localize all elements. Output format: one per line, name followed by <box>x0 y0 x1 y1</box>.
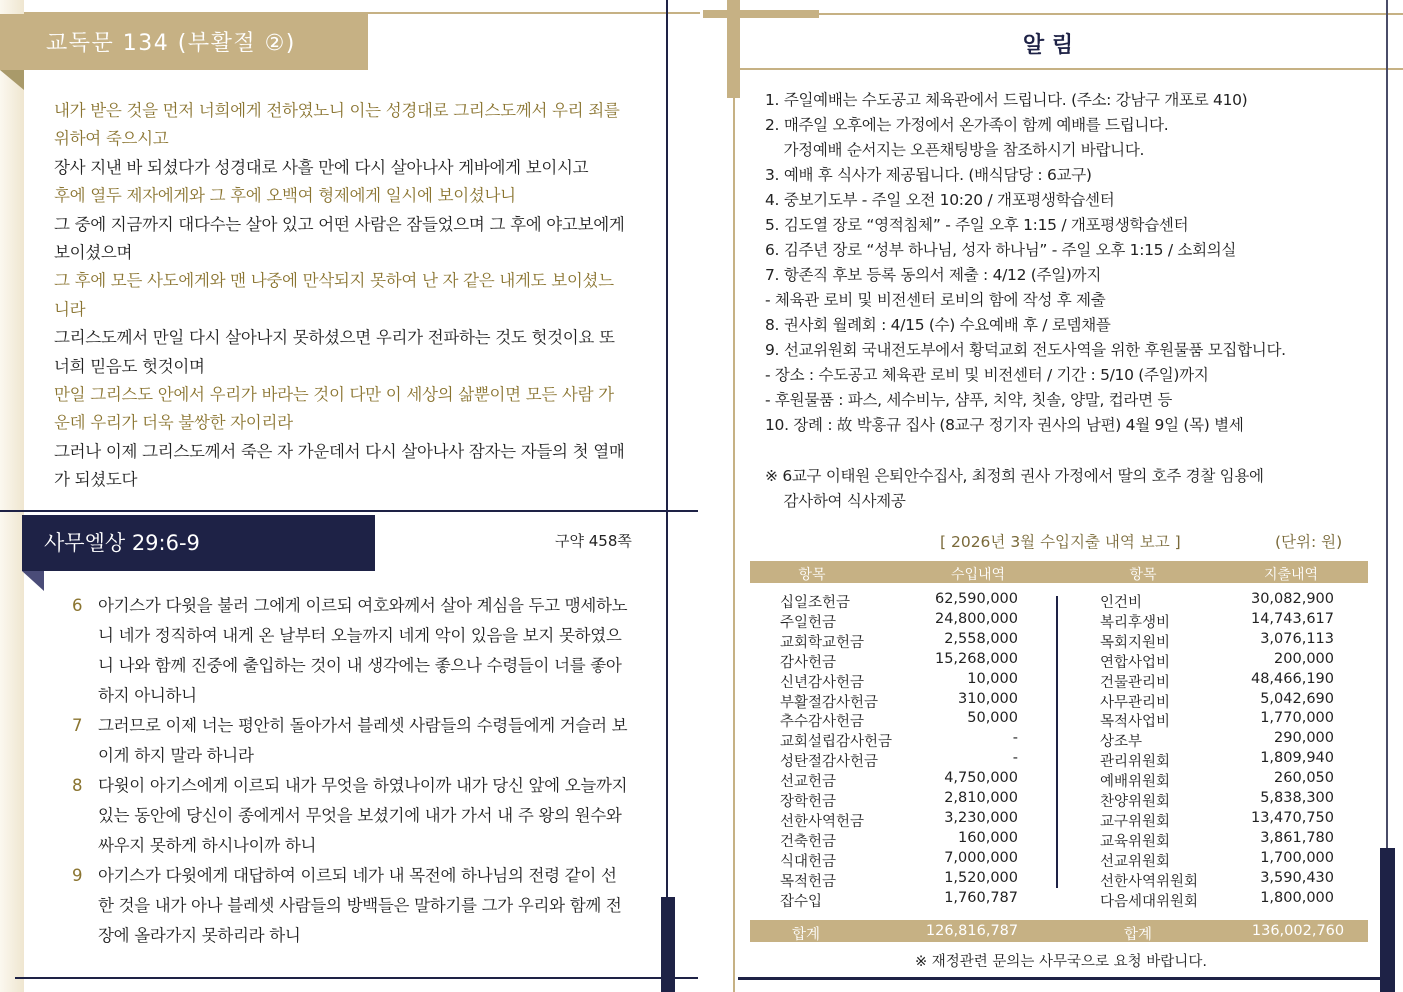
expense-amount: 48,466,190 <box>1250 670 1334 687</box>
verse-line <box>72 892 622 916</box>
expense-item: 사무관리비 <box>1100 694 1171 711</box>
income-amount: 2,558,000 <box>944 630 1018 647</box>
notice-item: - 체육관 로비 및 비전센터 로비의 함에 작성 후 제출 <box>765 291 1106 309</box>
title-bottom-rule <box>740 68 1403 70</box>
verse-line <box>72 742 254 766</box>
income-amount: 3,230,000 <box>944 809 1018 826</box>
income-item: 십일조헌금 <box>780 595 851 611</box>
expense-amount: 5,042,690 <box>1260 690 1334 707</box>
verse-line <box>72 622 622 646</box>
verse-line <box>72 772 627 796</box>
expense-amount: 3,590,430 <box>1260 869 1334 886</box>
congregation-line: 그 중에 지금까지 대다수는 살아 있고 어떤 사람은 잠들었으며 그 후에 야고보에게 <box>54 214 625 234</box>
income-amount: 62,590,000 <box>934 591 1018 607</box>
leader-line: 후에 열두 제자에게와 그 후에 오백여 형제에게 일시에 보이셨나니 <box>54 186 516 206</box>
expense-amount: 260,050 <box>1274 770 1334 787</box>
verse-text: 그러므로 이제 너는 평안히 돌아가서 블레셋 사람들의 수령들에게 거슬러 보 <box>98 716 628 735</box>
leader-line: 내가 받은 것을 먼저 너희에게 전하였노니 이는 성경대로 그리스도께서 우리 죄를 <box>54 101 620 120</box>
right-right-rule <box>1386 0 1388 992</box>
notice-item: 5. 김도열 장로 “영적침체” - 주일 오후 1:15 / 개포평생학습센터 <box>765 216 1189 234</box>
scripture-page: 구약 458쪽 <box>555 532 632 550</box>
table-row <box>750 671 1368 691</box>
left-corner-block <box>661 897 675 992</box>
verse-line <box>72 652 622 676</box>
income-item: 감사헌금 <box>780 654 837 671</box>
expense-item: 찬양위원회 <box>1100 794 1171 810</box>
left-right-rule <box>666 0 668 992</box>
expense-amount: 1,800,000 <box>1260 889 1334 906</box>
congregation-line: 보이셨으며 <box>54 243 133 262</box>
income-amount: 10,000 <box>967 670 1018 687</box>
income-item: 식대헌금 <box>780 853 837 870</box>
header-item: 항목 <box>1129 567 1157 583</box>
income-item: 추수감사헌금 <box>780 714 865 731</box>
income-item: 교회설립감사헌금 <box>780 734 893 751</box>
expense-amount: 1,770,000 <box>1260 710 1334 727</box>
expense-item: 목적사업비 <box>1100 714 1171 731</box>
header-fold <box>0 70 24 90</box>
table-row <box>750 890 1368 910</box>
notice-item: 4. 중보기도부 - 주일 오전 10:20 / 개포평생학습센터 <box>765 191 1115 209</box>
verse-text: 있는 동안에 당신이 종에게서 무엇을 보셨기에 내가 가서 내 주 왕의 원수와 <box>98 806 622 825</box>
verse-number: 8 <box>72 776 83 795</box>
notice-item: - 후원물품 : 파스, 세수비누, 샴푸, 치약, 칫솔, 양말, 컵라면 등 <box>765 391 1173 409</box>
table-row <box>750 790 1368 810</box>
right-corner-block <box>1380 848 1395 992</box>
expense-item: 연합사업비 <box>1100 654 1171 671</box>
expense-amount: 3,076,113 <box>1260 630 1334 647</box>
income-item: 부활절감사헌금 <box>780 694 879 711</box>
table-row <box>750 770 1368 790</box>
verse-line <box>72 682 197 706</box>
table-row <box>750 591 1368 611</box>
income-item: 건축헌금 <box>780 833 837 850</box>
congregation-line: 그러나 이제 그리스도께서 죽은 자 가운데서 다시 살아나사 잠자는 자들의 첫 열매 <box>54 441 625 461</box>
verse-line <box>72 862 617 886</box>
expense-amount: 1,809,940 <box>1260 750 1334 767</box>
notice-item: - 장소 : 수도공고 체육관 로비 및 비전센터 / 기간 : 5/10 (주일)까지 <box>765 366 1209 384</box>
table-row <box>750 730 1368 750</box>
verse-text: 다윗이 아기스에게 이르되 내가 무엇을 하였나이까 내가 당신 앞에 오늘까지 <box>98 776 628 795</box>
header-expense: 지출내역 <box>1263 567 1319 583</box>
verse-number: 6 <box>72 596 83 615</box>
verse-text: 장에 올라가지 못하리라 하니 <box>98 926 301 945</box>
expense-item: 다음세대위원회 <box>1100 893 1199 910</box>
report-unit: (단위: 원) <box>1275 533 1343 551</box>
expense-item: 교육위원회 <box>1100 833 1171 850</box>
expense-item: 선한사역위원회 <box>1100 873 1199 890</box>
verse-line <box>72 712 627 736</box>
income-amount: - <box>1012 750 1018 767</box>
expense-item: 관리위원회 <box>1100 754 1171 771</box>
income-item: 성탄절감사헌금 <box>780 754 879 771</box>
expense-amount: 13,470,750 <box>1250 809 1334 826</box>
special-note-line: 감사하여 식사제공 <box>765 492 906 510</box>
expense-item: 교구위원회 <box>1100 813 1171 830</box>
expense-amount: 3,861,780 <box>1260 829 1334 846</box>
income-item: 장학헌금 <box>780 794 837 810</box>
leader-line: 만일 그리스도 안에서 우리가 바라는 것이 다만 이 세상의 삶뿐이면 모든 사람 가 <box>54 385 614 404</box>
special-note-line: ※ 6교구 이태원 은퇴안수집사, 최정희 권사 가정에서 딸의 호주 경찰 임용에 <box>765 467 1264 485</box>
income-item: 선교헌금 <box>780 774 837 791</box>
congregation-line: 장사 지낸 바 되셨다가 성경대로 사흘 만에 다시 살아나사 게바에게 보이시고 <box>54 157 589 177</box>
right-bottom-rule <box>738 977 1386 980</box>
cross-horizontal <box>703 10 819 18</box>
verse-line <box>72 592 627 616</box>
table-row <box>750 710 1368 730</box>
income-amount: - <box>1012 730 1018 747</box>
verse-number: 7 <box>72 716 83 735</box>
left-bottom-rule <box>15 977 698 979</box>
notice-item: 10. 장례 : 故 박홍규 집사 (8교구 정기자 권사의 남편) 4월 9일 (목) 별세 <box>765 416 1244 434</box>
income-amount: 1,520,000 <box>944 869 1018 886</box>
income-amount: 15,268,000 <box>934 650 1018 667</box>
verse-text: 아기스가 다윗에게 대답하여 이르되 네가 내 목전에 하나님의 전령 같이 선 <box>98 866 617 885</box>
announcements-title: 알 림 <box>1022 33 1074 58</box>
header-income: 수입내역 <box>950 567 1006 583</box>
expense-amount: 1,700,000 <box>1260 849 1334 866</box>
table-row <box>750 810 1368 830</box>
table-row <box>750 750 1368 770</box>
header-fold <box>22 571 44 591</box>
income-amount: 4,750,000 <box>944 770 1018 787</box>
expense-item: 복리후생비 <box>1100 614 1171 631</box>
expense-amount: 200,000 <box>1274 650 1334 667</box>
notice-item: 9. 선교위원회 국내전도부에서 황덕교회 전도사역을 위한 후원물품 모집합니다. <box>765 341 1286 359</box>
verse-text: 하지 아니하니 <box>98 686 197 705</box>
expense-amount: 290,000 <box>1274 730 1334 747</box>
table-row <box>750 830 1368 850</box>
income-item: 교회학교헌금 <box>780 634 865 651</box>
expense-item: 예배위원회 <box>1100 774 1171 791</box>
income-item: 주일헌금 <box>780 614 837 631</box>
total-label: 합계 <box>791 927 821 943</box>
verse-line <box>72 832 316 856</box>
income-item: 잡수입 <box>780 893 823 910</box>
income-item: 신년감사헌금 <box>780 674 865 691</box>
congregation-line: 그리스도께서 만일 다시 살아나지 못하셨으면 우리가 전파하는 것도 헛것이요 또 <box>54 328 615 348</box>
right-top-rule <box>818 13 1403 15</box>
table-row <box>750 691 1368 711</box>
table-totals <box>750 920 1368 942</box>
verse-text: 니 나와 함께 진중에 출입하는 것이 내 생각에는 좋으나 수령들이 너를 좋아 <box>98 656 622 675</box>
expense-amount: 30,082,900 <box>1250 591 1334 607</box>
total-income: 126,816,787 <box>925 923 1019 939</box>
congregation-line: 너희 믿음도 헛것이며 <box>54 356 205 376</box>
notice-item: 2. 매주일 오후에는 가정에서 온가족이 함께 예배를 드립니다. <box>765 116 1169 134</box>
total-label: 합계 <box>1123 927 1153 943</box>
scripture-title: 사무엘상 29:6-9 <box>44 531 200 555</box>
table-row <box>750 631 1368 651</box>
leader-line: 그 후에 모든 사도에게와 맨 나중에 만삭되지 못하여 난 자 같은 내게도 보이셨느 <box>54 271 614 291</box>
right-left-rule <box>733 98 735 992</box>
total-expense: 136,002,760 <box>1251 923 1345 939</box>
notice-item: 1. 주일예배는 수도공고 체육관에서 드립니다. (주소: 강남구 개포로 410) <box>765 91 1248 109</box>
table-row <box>750 611 1368 631</box>
verse-text: 아기스가 다윗을 불러 그에게 이르되 여호와께서 살아 계심을 두고 맹세하노 <box>98 596 628 615</box>
notice-item: 7. 항존직 후보 등록 동의서 제출 : 4/12 (주일)까지 <box>765 266 1101 284</box>
income-amount: 2,810,000 <box>944 790 1018 806</box>
notice-item: 6. 김주년 장로 “성부 하나님, 성자 하나님” - 주일 오후 1:15 / 소회의실 <box>765 241 1237 259</box>
expense-item: 건물관리비 <box>1100 674 1171 691</box>
leader-line: 운데 우리가 더욱 불쌍한 자이리라 <box>54 413 293 433</box>
leader-line: 위하여 죽으시고 <box>54 129 169 149</box>
finance-footer: ※ 재정관련 문의는 사무국으로 요청 바랍니다. <box>915 954 1207 970</box>
expense-item: 상조부 <box>1100 734 1143 751</box>
verse-line <box>72 802 622 826</box>
verse-number: 9 <box>72 866 83 885</box>
income-amount: 160,000 <box>958 829 1018 846</box>
verse-text: 싸우지 못하게 하시나이까 하니 <box>98 836 317 855</box>
responsive-reading-title: 교독문 134 (부활절 ②) <box>46 31 296 56</box>
verse-line <box>72 922 301 946</box>
expense-item: 목회지원비 <box>1100 634 1171 651</box>
notice-item: 3. 예배 후 식사가 제공됩니다. (배식담당 : 6교구) <box>765 166 1092 184</box>
income-amount: 24,800,000 <box>934 610 1018 627</box>
header-item: 항목 <box>798 567 826 583</box>
congregation-line: 가 되셨도다 <box>54 470 138 490</box>
table-row <box>750 870 1368 890</box>
verse-text: 이게 하지 말라 하니라 <box>98 746 254 765</box>
income-item: 목적헌금 <box>780 873 837 890</box>
expense-item: 인건비 <box>1100 595 1143 611</box>
expense-item: 선교위원회 <box>1100 853 1171 870</box>
notice-item: 가정예배 순서지는 오픈채팅방을 참조하시기 바랍니다. <box>765 141 1145 159</box>
table-row <box>750 850 1368 870</box>
notice-item: 8. 권사회 월례회 : 4/15 (수) 수요예배 후 / 로뎀채플 <box>765 316 1111 334</box>
income-amount: 1,760,787 <box>944 889 1018 906</box>
report-title: [ 2026년 3월 수입지출 내역 보고 ] <box>940 533 1181 551</box>
income-amount: 7,000,000 <box>944 849 1018 866</box>
verse-text: 니 네가 정직하여 내게 온 날부터 오늘까지 네게 악이 있음을 보지 못하였으 <box>98 626 622 645</box>
left-margin-shadow <box>0 0 24 992</box>
income-amount: 50,000 <box>967 710 1018 727</box>
leader-line: 니라 <box>54 299 86 319</box>
income-item: 선한사역헌금 <box>780 813 865 830</box>
table-header <box>750 561 1368 583</box>
expense-amount: 14,743,617 <box>1250 610 1334 627</box>
income-amount: 310,000 <box>958 690 1018 707</box>
expense-amount: 5,838,300 <box>1260 790 1334 806</box>
left-middle-rule <box>0 510 698 512</box>
table-row <box>750 651 1368 671</box>
verse-text: 한 것을 내가 아나 블레셋 사람들의 방백들은 말하기를 그가 우리와 함께 전 <box>98 896 622 915</box>
